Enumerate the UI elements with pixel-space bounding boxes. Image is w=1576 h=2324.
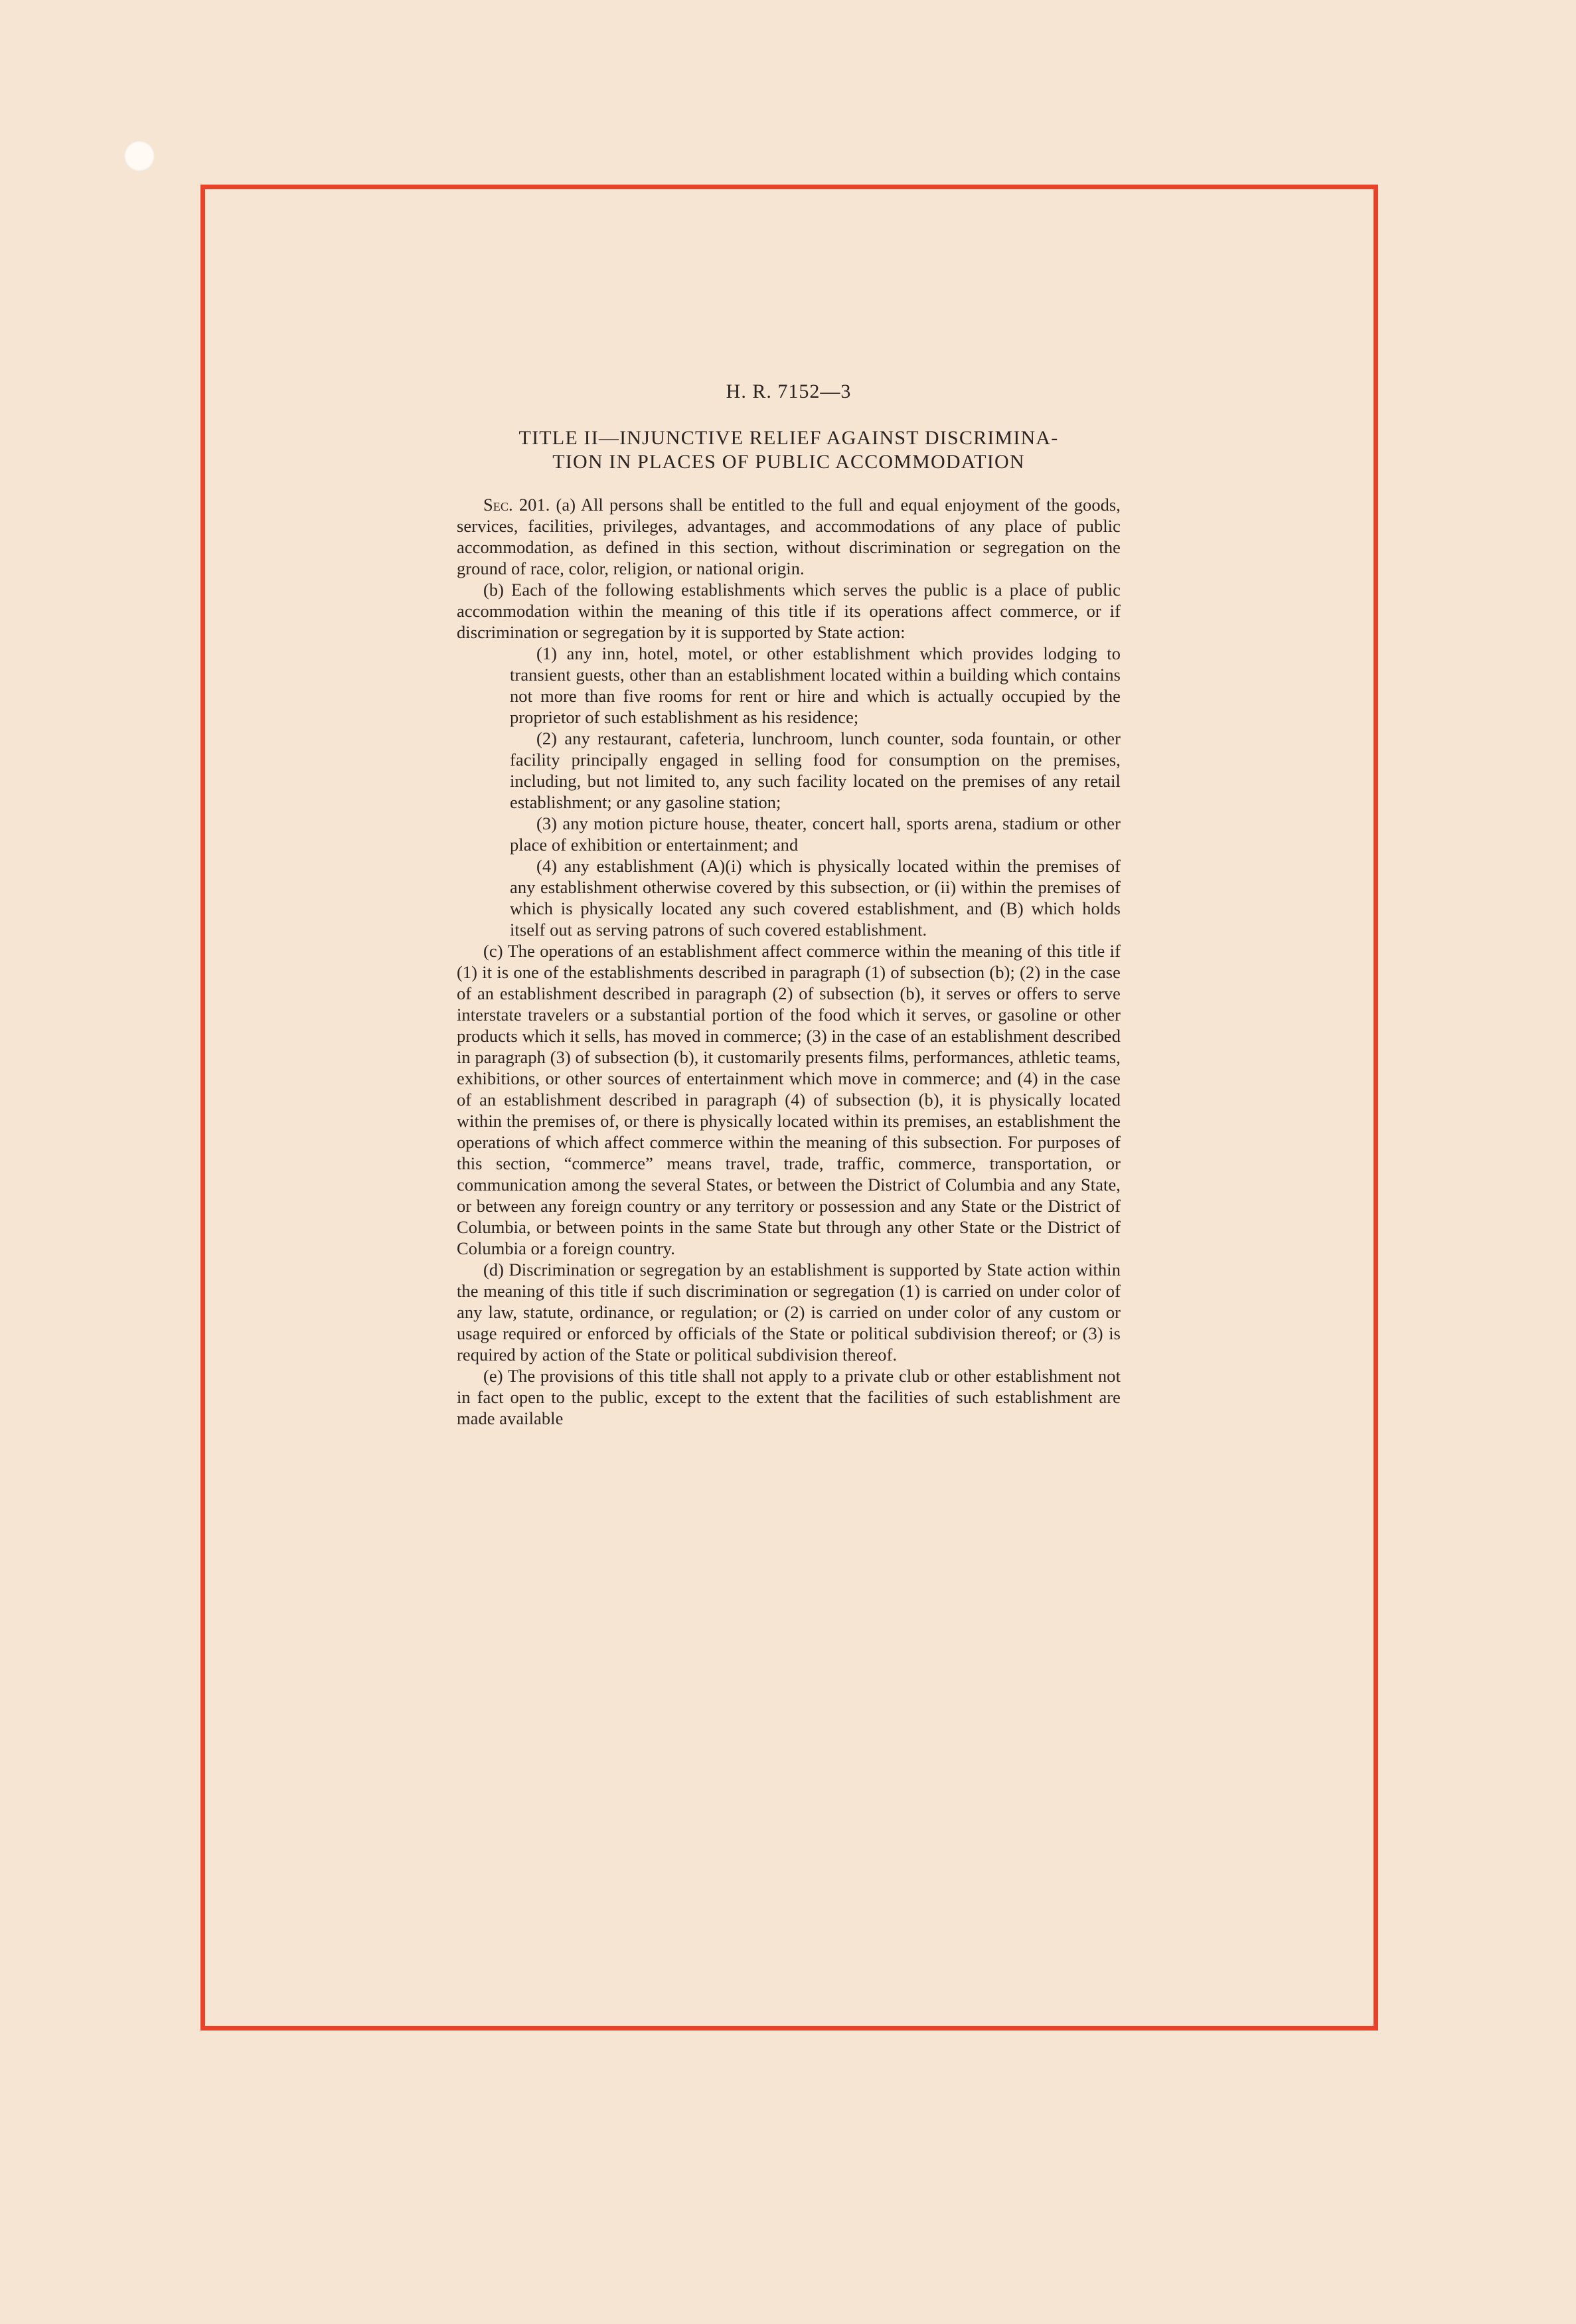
paragraph-a bbox=[457, 494, 1121, 579]
punch-hole bbox=[124, 141, 155, 171]
page-header: H. R. 7152—3 bbox=[726, 380, 852, 402]
paragraph-b3: (3) any motion picture house, theater, concert hall, sports arena, stadium or other place of exhibition or entertainment; and bbox=[510, 813, 1121, 855]
paragraph-b: (b) Each of the following establishments which serves the public is a place of public accommodation within the meaning of this title if its operations affect commerce, or if discrimination or segregation by it is supported by State action: bbox=[457, 580, 1121, 642]
paragraph-b2: (2) any restaurant, cafeteria, lunchroom, lunch counter, soda fountain, or other facility principally engaged in selling food for consumption on the premises, including, but not limited to, any such facility located on the premises of any retail establishment; or any gasoline station; bbox=[510, 728, 1121, 812]
title-heading bbox=[457, 426, 1121, 474]
document-text bbox=[457, 381, 1121, 1429]
title-line-1: TITLE II—INJUNCTIVE RELIEF AGAINST DISCRIMINA- bbox=[518, 427, 1059, 449]
paragraph-c: (c) The operations of an establishment affect commerce within the meaning of this title if (1) it is one of the establishments described in paragraph (1) of subsection (b); (2) in the case of an establishment described in paragraph (2) of subsection (b), it serves or offers to serve interstate travelers or a substantial portion of the food which it serves, or gasoline or other products which it sells, has moved in commerce; (3) in the case of an establishment described in paragraph (3) of subsection (b), it customarily presents films, performances, athletic teams, exhibitions, or other sources of entertainment which move in commerce; and (4) in the case of an establishment described in paragraph (4) of subsection (b), it is physically located within the premises of, or there is physically located within its premises, an establishment the operations of which affect commerce within the meaning of this subsection. For purposes of this section, “commerce” means travel, trade, traffic, commerce, transportation, or communication among the several States, or between the District of Columbia and any State, or between any foreign country or any territory or possession and any State or the District of Columbia, or between points in the same State but through any other State or the District of Columbia or a foreign country. bbox=[457, 941, 1121, 1258]
section-label: Sec. 201. bbox=[483, 495, 550, 515]
paragraph-a-text: (a) All persons shall be entitled to the full and equal enjoyment of the goods, services, facilities, privileges, advantages, and accommodations of any place of public accommodation, as defined in this section, without discrimination or segregation on the ground of race, color, religion, or national origin. bbox=[457, 495, 1121, 578]
title-line-2: TION IN PLACES OF PUBLIC ACCOMMODATION bbox=[552, 451, 1025, 473]
paragraph-b1: (1) any inn, hotel, motel, or other establishment which provides lodging to transient guests, other than an establishment located within a building which contains not more than five rooms for rent or hire and which is actually occupied by the proprietor of such establishment as his residence; bbox=[510, 643, 1121, 727]
paragraph-b4: (4) any establishment (A)(i) which is physically located within the premises of any establishment otherwise covered by this subsection, or (ii) within the premises of which is physically located any such covered establishment, and (B) which holds itself out as serving patrons of such covered establishment. bbox=[510, 856, 1121, 940]
paragraph-d: (d) Discrimination or segregation by an establishment is supported by State action within the meaning of this title if such discrimination or segregation (1) is carried on under color of any law, statute, ordinance, or regulation; or (2) is carried on under color of any custom or usage required or enforced by officials of the State or political subdivision thereof; or (3) is required by action of the State or political subdivision thereof. bbox=[457, 1260, 1121, 1365]
paragraph-e: (e) The provisions of this title shall not apply to a private club or other establishment not in fact open to the public, except to the extent that the facilities of such establishment are made available bbox=[457, 1366, 1121, 1428]
